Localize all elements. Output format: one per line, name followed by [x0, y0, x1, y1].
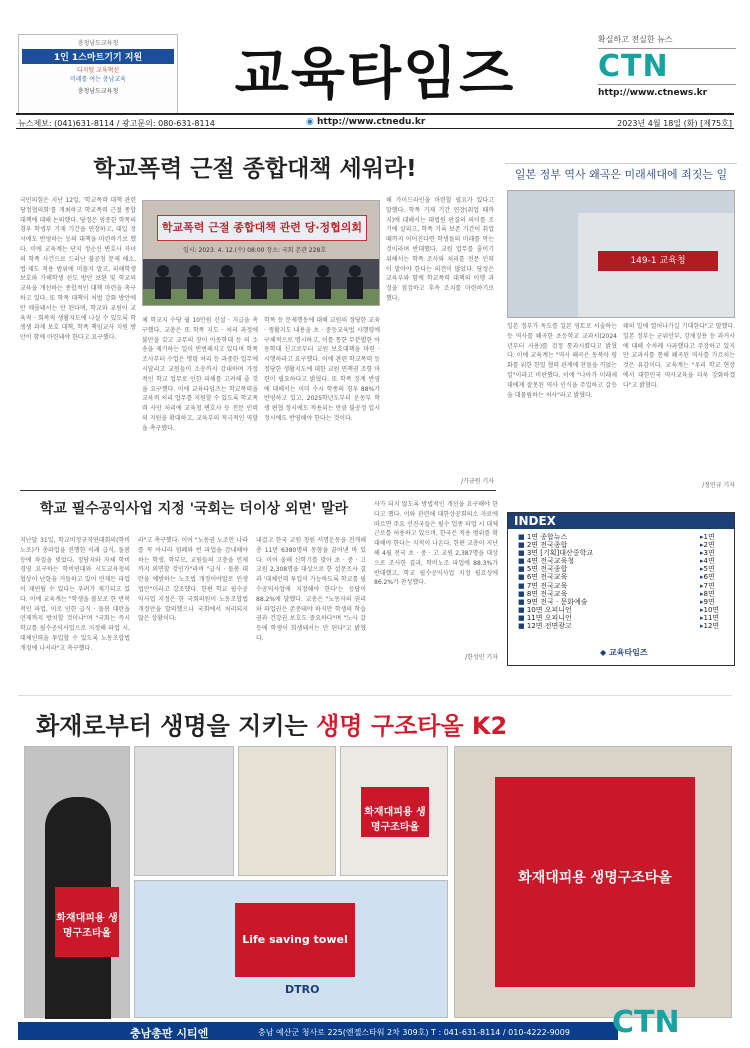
info-bar: [16, 113, 734, 129]
side-article-headline[interactable]: 일본 정부 역사 왜곡은 미래세대에 죄짓는 일: [505, 163, 737, 182]
photo-banner-sub: 일시: 2023. 4. 12.(수) 08:00 장소: 국회 본관 228호: [183, 247, 327, 254]
index-item[interactable]: ■ 11면 오피니언: [518, 614, 658, 622]
issue-date: 2023년 4월 18일 (화) [제75호]: [617, 119, 732, 128]
building-sign: 149-1 교육청: [598, 251, 718, 271]
shop-name: 충남총판 시티엔: [130, 1027, 209, 1040]
ad-sponsor: 충청남도교육청: [77, 88, 119, 95]
index-item[interactable]: ■ 7면 전국교육: [518, 582, 658, 590]
index-page: ▸ 4면: [700, 557, 734, 565]
ctn-logo: CTN: [598, 48, 736, 85]
index-item[interactable]: ■ 6면 전국교육: [518, 573, 658, 581]
side-article-column: 일본 정부가 독도를 일본 영토로 서술하는 등 역사를 왜곡한 초등학교 교과서(2024년부터 사용)를 검정 통과시켰다고 밝혔다. 이에 교육계는 "역사 왜곡은 동북아 평화를 위한 한일 협력 관계에 찬물을 끼얹는 일"이라고 비판했다. 이에 "나아가 미래세대에게 잘못된 역사 인식을 주입하고 갈등을 대물림하는 처사"라고 밝혔다.: [507, 323, 617, 399]
index-page: ▸ 5면: [700, 565, 734, 573]
contact-info: 뉴스제보: (041)631-8114 / 광고문의: 080-631-8114: [18, 119, 215, 128]
side-article-column: 태의 일에 열어나가길 기대한다"고 말했다. 일본 정부는 군위안부, 강제징용 등 과거사에 대해 수차례 사과했다고 주장하고 있지만 교과서를 통해 왜곡된 역사를 가르치는 것은 유감이다. 교육계는 "우리 학교 현장에서 대한민국 역사교육을 더욱 강화하겠다"고 밝혔다.: [623, 323, 735, 389]
index-page: ▸ 3면: [700, 549, 734, 557]
article-column: 학폭 등 문제행동에 대해 교원의 정당한 교육 · 생활지도 내용을 초 · 중등교육법 시행령에 구체적으로 명시하고, 이를 통한 무분별한 아동학대 신고로부터 교원 보호대책을 마련 · 시행하라고 요구했다. 이에 관련 학교폭력 등 정당한 생활지도에 대한 교원 면책권 조항 마련이 필요하다고 밝혔다. 또 학폭 징계 반영에 대해서는 이미 수시 학종의 경우 88%가 반영하고 있고, 2025학년도부터 운동부 학생 편협 정시에도 적용되는 만큼 불공정 입시 정시에도 반영해야 한다는 것이다.: [264, 317, 380, 422]
photo-people: [143, 259, 380, 306]
index-item[interactable]: ■ 12면 전면광고: [518, 622, 658, 630]
photo-banner: 학교폭력 근절 종합대책 관련 당·정협의회: [157, 215, 367, 241]
index-item[interactable]: ■ 1면 종합뉴스: [518, 533, 658, 541]
globe-icon: ◉: [306, 117, 317, 127]
towel-box-label: 화재대피용 생명구조타올: [361, 787, 429, 837]
index-page: ▸ 7면: [700, 582, 734, 590]
ad-photo-station: [134, 746, 234, 876]
ad-photo-display: [134, 880, 448, 1018]
logo-icon: ◆: [600, 648, 609, 657]
index-page: ▸ 8면: [700, 590, 734, 598]
index-box: [507, 512, 735, 666]
article2-column: 지난달 31일, 학교비정규직연대회의(학비노조)가 총파업을 진행한 이래 급식, 돌봄 등에 차질을 빚었다. 정당지와 자체 학비 경영 요구하는 학비연대와 시도교육청의 협상이 난항을 거듭하고 있어 언제든 파업이 재연될 수 있다는 우려가 제기되고 있다. 이에 교육계는 "학생을 볼모로 한 반복적인 파업, 이로 인한 급식 · 돌봄 대란을 언제까지 방치할 것이냐"며 "국회는 즉시 학교를 필수공익사업으로 지정해 파업 시, 대체인력을 투입할 수 있도록 노동조합법 개정에 나서라"고 촉구했다.: [20, 537, 130, 652]
ad-photo-box: [340, 746, 448, 876]
index-page: ▸ 1면: [700, 533, 734, 541]
ctn-footer-logo: CTN: [612, 1005, 680, 1040]
article-photo: [142, 200, 380, 306]
index-page: ▸ 11면: [700, 614, 734, 622]
index-page: ▸ 9면: [700, 598, 734, 606]
side-reporter-credit: /정민규 기자: [702, 482, 735, 489]
article2-column: 내걸고 한국 교원 청원 서명운동을 전개해 총 11만 6380명의 동참을 끌어낸 바 있다. 이어 올해 신학기를 맞아 초 · 중 · 고 교원 2,308명을 대상으로 한 설문조사 결과 '대체인력 투입이 가능하도록 학교를 필수공익사업에 지정해야 한다'는 응답이 88.2%에 달했다. 교총은 "노동자의 권리와 파업권은 존중돼야 하지만 학생의 학습권과 건강권 보호도 중요하다"며 "노사 갈등에 학생이 희생돼서는 안 된다"고 밝혔다.: [256, 537, 366, 642]
people-illustration: [143, 259, 380, 306]
display-label: Life saving towel: [235, 903, 355, 977]
index-page: ▸ 10면: [700, 606, 734, 614]
index-item[interactable]: ■ 10면 오피니언: [518, 606, 658, 614]
article-column: 국민의힘은 지난 12일, '학교폭력 대책 관련 당정협의회'를 개최하고 학교폭력 근절 종합대책에 대해 논의했다. 당정은 엄중한 학폭의 경우 학생부 기재 기간을 연장하고, 대입 정시에도 반영하는 등의 대책을 마련하기로 했다. 이에 교육계는 단지 정순신 변호사 자녀의 학폭 사건으로 드러난 불공정 문제 해소, 법·제도 적용 범위에 머물지 말고, 피해학생 보호와 가해학생 선도 방안 보완 및 학교의 교육을 개선하는 종합적인 대책 마련을 촉구하고 있다. 또 학폭 대책이 처벌 강화 방안에만 매몰돼서는 안 된다며, 학교와 교원이 교육적 · 회복적 생활지도에 나설 수 있도록 학생생 과제 보호 대책, 학폭 책임교사 지원 방안이 함께 마련돼야 한다고 요구했다.: [20, 197, 136, 342]
ctn-brand-box[interactable]: [598, 34, 736, 114]
index-item[interactable]: ■ 2면 전국종합: [518, 541, 658, 549]
index-page: ▸ 6면: [700, 573, 734, 581]
article2-credit: /한성민 기자: [465, 654, 498, 661]
index-item[interactable]: ■ 9면 전국 · 문화예술: [518, 598, 658, 606]
index-item[interactable]: ■ 3면 [기획]대산중학교: [518, 549, 658, 557]
side-article-photo: [507, 190, 735, 318]
ad-title-part2: 생명 구조타올 K2: [316, 712, 508, 740]
article2-column: 라"고 촉구했다. 이어 "노동권 노조만 나라를 꼭 아니라 엄폐와 빈 파업을 감내해야 하는 학생, 학부모, 교원들의 고충을 언제까지 외면할 것인가"라며 "급식 · 돌봄 대란을 예방하는 노조법 개정이야말로 민생법안"이라고 강조했다. 한편 학교 필수공익사업 지정은 한 국회의원이 노동조합법 개정안을 발의했으나 국회에서 처리되지 않은 상황이다.: [138, 537, 248, 623]
masthead-ad[interactable]: [18, 34, 178, 114]
shop-address: 충남 예산군 청사로 225(엔젤스타워 2차 309호) T : 041-631-8114 / 010-4222-9009: [258, 1028, 570, 1037]
article-headline[interactable]: 학교폭력 근절 종합대책 세워라!: [93, 156, 417, 182]
ad-photo-cabinet: [238, 746, 336, 876]
site-url-text: http://www.ctnedu.kr: [317, 117, 426, 127]
index-logo-text: 교육타임즈: [608, 648, 648, 657]
ctn-url-link[interactable]: http://www.ctnews.kr: [598, 88, 708, 98]
index-page: ▸ 12면: [700, 622, 734, 630]
index-title: INDEX: [508, 513, 734, 529]
reporter-credit: /가금원 기자: [461, 478, 494, 485]
ad-line: 디지털 교육혁신: [76, 67, 120, 74]
section-divider: [20, 490, 496, 491]
ad-line: 충청남도교육청: [77, 40, 119, 47]
newspaper-title: 교육타임즈: [234, 42, 516, 107]
ad-footer-strip: [18, 1022, 618, 1040]
ad-photo-person: [24, 746, 130, 1018]
ad-title-part1: 화재로부터 생명을 지키는: [36, 712, 308, 740]
article-column: 체 학교지 수당 월 10만원 신설 · 지급을 촉구했다. 교총은 또 학폭 지도 · 처리 과정에 불만을 갖고 교무의 장이 아동학대 등 의 소송을 제기하는 일이 빈번해지고 있다며 학폭 조사부터 수업은 명령 처리 등 과중한 업무에 시달리고 교원들이 소송까지 감내하며 가정 적인 학교 업무로 인한 피해를 고려해 줄 것을 요구했다. 이에 교육타임즈는 학교폭력을 교육적 처리 업무를 지원할 수 있도록 학교폭력 사안 처리에 교육청 변호사 등 전문 인력의 지원을 확대하고, 교육부의 적극적인 역할을 촉구했다.: [142, 317, 258, 432]
ctn-tagline: 확실하고 전실한 뉴스: [598, 35, 673, 44]
index-item[interactable]: ■ 4면 전국교육청: [518, 557, 658, 565]
ad-photo-kit: [454, 746, 732, 1018]
site-url-link[interactable]: [306, 117, 425, 127]
kit-label: 화재대피용 생명구조타올: [495, 777, 695, 987]
index-item[interactable]: ■ 5면 전국종합: [518, 565, 658, 573]
ad-title: [36, 706, 726, 741]
article2-column: 사가 되지 않도록 방법적인 개선을 요구해야 한다고 했다. 이와 관련해 대한상공회의소 자료에 따르면 주요 선진국들은 필수 업종 파업 시 대체근로를 허용하고 있으며, 한국은 적용 범위를 확대해야 한다는 지적이 나온다. 한편 교총이 지난해 4월 전국 초 · 중 · 고 교원 2,387명을 대상으로 조사한 결과, 학비노조 파업에 88.3%가 반대했고, 학교 필수공익사업 지정 필요성에 86.2%가 찬성했다.: [374, 501, 498, 587]
towel-pack: 화재대피용 생명구조타올: [55, 887, 119, 957]
index-page: ▸ 2면: [700, 541, 734, 549]
ad-line: 미래를 여는 충남교육: [70, 76, 126, 83]
index-sections: [518, 533, 658, 630]
article2-headline[interactable]: 학교 필수공익사업 지정 '국회는 더이상 외면' 말라: [39, 501, 349, 517]
ad-headline: 1인 1스마트기기 지원: [22, 49, 174, 64]
dtro-label: DTRO: [285, 983, 320, 996]
index-item[interactable]: ■ 8면 전국교육: [518, 590, 658, 598]
index-logo: [600, 647, 648, 658]
article-column: 해 가이드라인을 마련할 필요가 있다고 말했다. 학폭 기재 기간 연장(취업 때까지)에 대해서는 대법원 판결의 의미를 조기에 살피고, 학폭 기록 보존 기간이 취업 때까지 이어진다면 학생들의 미래를 막는 것이라며 반대했다. 교원 업무를 줄이기 위해서는 학폭 조사와 처리를 전문 인력이 맡아야 한다는 의견이 많았다. 당정은 교육부와 함께 학교폭력 대책의 이행 과정을 점검하고 후속 조치를 마련하기로 했다.: [386, 197, 494, 302]
index-pages: [700, 533, 734, 630]
